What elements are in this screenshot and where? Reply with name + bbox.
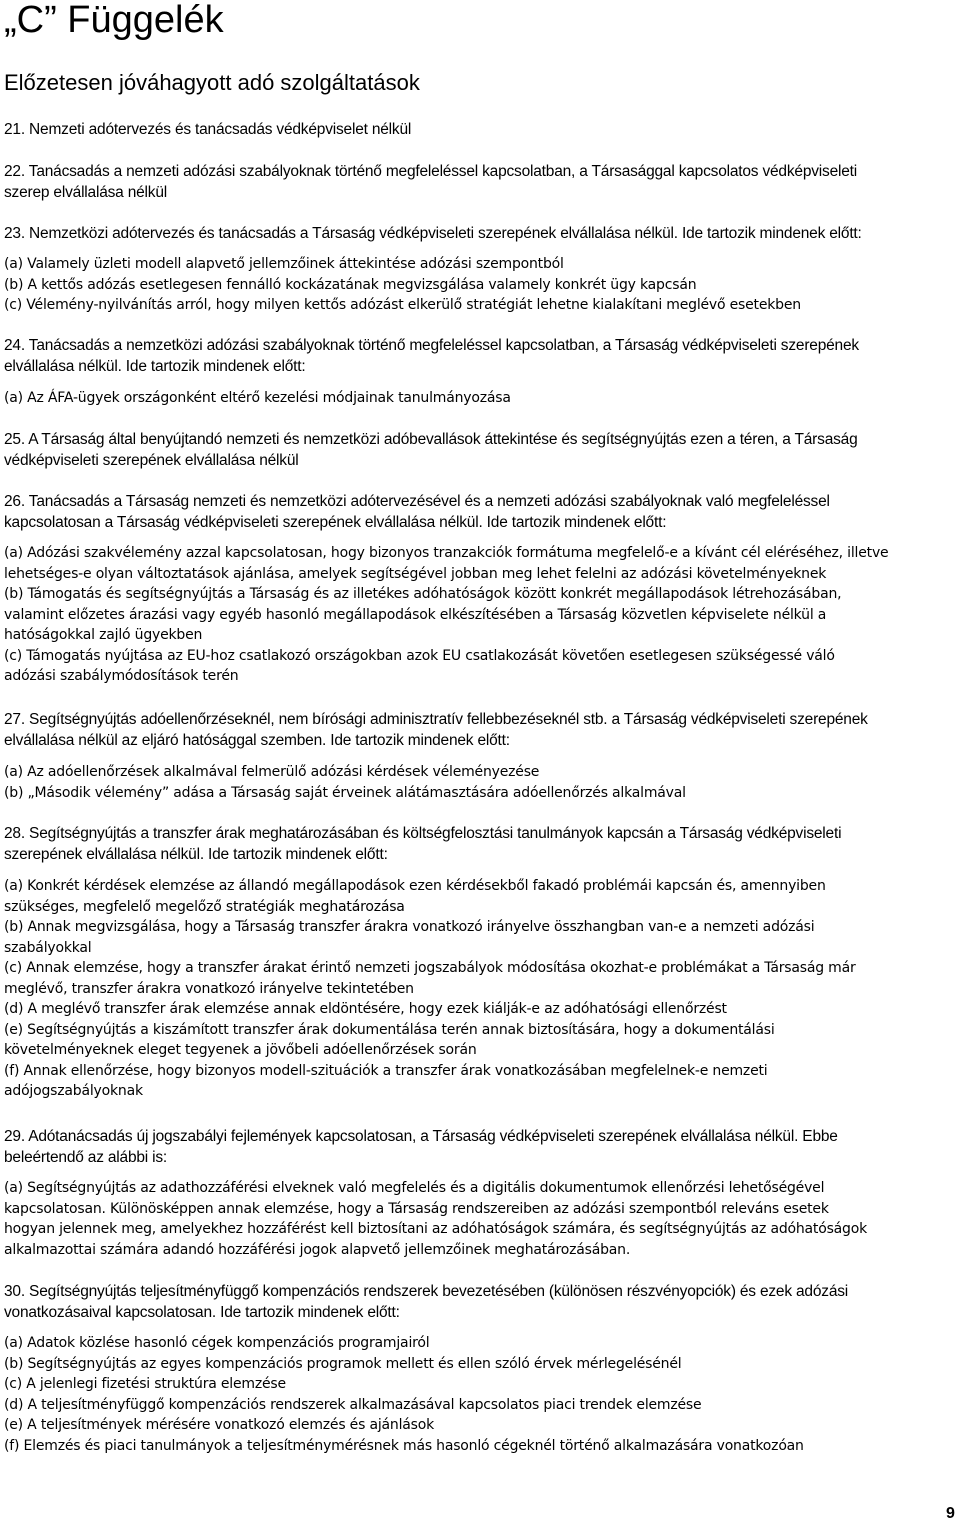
- item-23-sub-a: (a) Valamely üzleti modell alapvető jellemzőinek áttekintése adózási szempontból: [4, 256, 564, 272]
- item-24-sub-a: (a) Az ÁFA-ügyek országonként eltérő kezelési módjainak tanulmányozása: [4, 390, 511, 406]
- item-30-sub-c: (c) A jelenlegi fizetési struktúra elemzése: [4, 1376, 286, 1392]
- item-30-sub-d: (d) A teljesítményfüggő kompenzációs rendszerek alkalmazásával kapcsolatos piaci trendek elemzése: [4, 1396, 702, 1413]
- item-26-sub-b-2: valamint előzetes árazási vagy egyéb hasonló megállapodások elkészítésében a Társaság közvetlen képviselete nélkül a: [4, 606, 827, 623]
- item-28-line-2: szerepének elvállalása nélkül. Ide tartozik mindenek előtt:: [4, 845, 388, 863]
- item-28-sub-b-2: szabályokkal: [4, 939, 92, 956]
- item-23: [4, 224, 944, 245]
- item-24-line-1: 24. Tanácsadás a nemzetközi adózási szabályoknak történő megfeleléssel kapcsolatban, a Társaság védképviseleti szerepének: [4, 337, 859, 354]
- item-28-sub-d: (d) A meglévő transzfer árak elemzése annak eldöntésére, hogy ezek kiálják-e az adóhatósági ellenőrzést: [4, 1001, 727, 1017]
- page-number: 9: [946, 1505, 955, 1522]
- item-28-sub-e-2: követelményeknek eleget tegyenek a jövőbeli adóellenőrzések során: [4, 1042, 477, 1058]
- item-24-line-2: elvállalása nélkül. Ide tartozik mindenek előtt:: [4, 357, 306, 375]
- item-29-list: [4, 1178, 944, 1260]
- item-22: [4, 162, 944, 203]
- item-29-line-2: beleértendő az alábbi is:: [4, 1148, 168, 1166]
- item-29-sub-a-3: hogyan jelennek meg, amelyekhez hozzáférést kell biztosítani az adóhatóságok számára, és segítségnyújtás az adóhatóságok: [4, 1221, 868, 1237]
- item-27-sub-a: (a) Az adóellenőrzések alkalmával felmerülő adózási kérdések véleményezése: [4, 764, 540, 780]
- item-21-line-1: 21. Nemzeti adótervezés és tanácsadás védképviselet nélkül: [4, 121, 412, 138]
- item-28-sub-c-1: (c) Annak elemzése, hogy a transzfer árakat érintő nemzeti jogszabályok módosítása okozhat-e problémákat a Társaság már: [4, 960, 856, 976]
- item-28-line-1: 28. Segítségnyújtás a transzfer árak meghatározásában és költségfelosztási tanulmányok kapcsán a Társaság védképviseleti: [4, 825, 842, 842]
- item-28: [4, 824, 944, 865]
- item-23-sub-b: (b) A kettős adózás esetlegesen fennálló kockázatának megvizsgálása valamely konkrét ügy kapcsán: [4, 276, 697, 293]
- item-24-list: [4, 388, 944, 409]
- item-26-list: [4, 543, 944, 687]
- item-27-sub-b: (b) „Második vélemény” adása a Társaság saját érveinek alátámasztására adóellenőrzés alkalmával: [4, 784, 686, 801]
- item-29-sub-a-2: kapcsolatosan. Különösképpen annak elemzése, hogy a Társaság rendszereiben az adózási szempontból releváns esetek: [4, 1200, 829, 1217]
- item-30-sub-b: (b) Segítségnyújtás az egyes kompenzációs programok mellett és ellen szóló érvek mérlegelésénél: [4, 1355, 682, 1372]
- item-26-sub-c-2: adózási szabálymódosítások terén: [4, 668, 239, 684]
- item-22-line-2: szerep elvállalása nélkül: [4, 183, 168, 201]
- item-30-sub-a: (a) Adatok közlése hasonló cégek kompenzációs programjairól: [4, 1335, 430, 1351]
- item-28-sub-c-2: meglévő, transzfer árakra vonatkozó irányelve tekintetében: [4, 980, 414, 997]
- section-subtitle: Előzetesen jóváhagyott adó szolgáltatások: [4, 70, 420, 95]
- item-28-sub-f-2: adójogszabályoknak: [4, 1083, 143, 1099]
- item-26: [4, 492, 944, 533]
- item-25: [4, 430, 944, 471]
- item-30: [4, 1282, 944, 1323]
- item-28-list: [4, 876, 944, 1102]
- item-29-sub-a-4: alkalmazottai számára adandó hozzáférési jogok alapvető jellemzőinek meghatározásában.: [4, 1241, 631, 1258]
- item-29-line-1: 29. Adótanácsadás új jogszabályi fejlemények kapcsolatosan, a Társaság védképviseleti szerepének elvállalása nélkül. Ebbe: [4, 1128, 838, 1145]
- item-30-line-2: vonatkozásaival kapcsolatosan. Ide tartozik mindenek előtt:: [4, 1303, 400, 1321]
- item-29-sub-a-1: (a) Segítségnyújtás az adathozzáférési elveknek való megfelelés és a digitális dokumentumok ellenőrzési lehetőségével: [4, 1180, 825, 1196]
- item-30-line-1: 30. Segítségnyújtás teljesítményfüggő kompenzációs rendszerek bevezetésében (különösen részvényopciók) és ezek adózási: [4, 1283, 849, 1300]
- item-28-sub-a-1: (a) Konkrét kérdések elemzése az állandó megállapodások ezen kérdésekből fakadó problémái kapcsán és, amennyiben: [4, 878, 826, 894]
- item-27-list: [4, 762, 944, 803]
- item-26-line-2: kapcsolatosan a Társaság védképviseleti szerepének elvállalása nélkül. Ide tartozik mindenek előtt:: [4, 513, 667, 531]
- item-23-sub-c: (c) Vélemény-nyilvánítás arról, hogy milyen kettős adózást elkerülő stratégiát lehetne kialakítani meglévő esetekben: [4, 297, 801, 313]
- item-26-sub-b-1: (b) Támogatás és segítségnyújtás a Társaság és az illetékes adóhatóságok között konkrét megállapodások létrehozásában,: [4, 586, 842, 602]
- item-21: [4, 120, 944, 141]
- item-22-line-1: 22. Tanácsadás a nemzeti adózási szabályoknak történő megfeleléssel kapcsolatban, a Társasággal kapcsolatos védképviseleti: [4, 163, 858, 180]
- item-25-line-2: védképviseleti szerepének elvállalása nélkül: [4, 451, 299, 469]
- item-27-line-2: elvállalása nélkül az eljáró hatósággal szemben. Ide tartozik mindenek előtt:: [4, 731, 510, 749]
- item-26-line-1: 26. Tanácsadás a Társaság nemzeti és nemzetközi adótervezésével és a nemzeti adózási szabályoknak való megfeleléssel: [4, 493, 830, 510]
- item-30-sub-e: (e) A teljesítmények mérésére vonatkozó elemzés és ajánlások: [4, 1417, 434, 1433]
- item-23-heading: 23. Nemzetközi adótervezés és tanácsadás a Társaság védképviseleti szerepének elvállalása nélkül. Ide tartozik mindenek előtt:: [4, 225, 862, 242]
- item-30-sub-f: (f) Elemzés és piaci tanulmányok a teljesítménymérésnek más hasonló cégeknél történő alkalmazására vonatkozóan: [4, 1437, 804, 1454]
- item-28-sub-a-2: szükséges, megfelelő megelőző stratégiák meghatározása: [4, 898, 405, 915]
- appendix-heading: „C” Függelék: [4, 0, 224, 41]
- item-25-line-1: 25. A Társaság által benyújtandó nemzeti és nemzetközi adóbevallások áttekintése és segítségnyújtás ezen a téren, a Társaság: [4, 431, 858, 448]
- item-26-sub-a-1: (a) Adózási szakvélemény azzal kapcsolatosan, hogy bizonyos tranzakciók formátuma megfelelő-e a kívánt cél eléréséhez, illetve: [4, 545, 889, 561]
- item-26-sub-c-1: (c) Támogatás nyújtása az EU-hoz csatlakozó országokban azok EU csatlakozását követően esetlegesen szükségessé váló: [4, 647, 835, 664]
- item-26-sub-a-2: lehetséges-e olyan változtatások ajánlása, amelyek segítségével jobban meg lehet felelni az adózási követelményeknek: [4, 565, 827, 582]
- item-24: [4, 336, 944, 377]
- item-28-sub-e-1: (e) Segítségnyújtás a kiszámított transzfer árak dokumentálása terén annak biztosítására, hogy a dokumentálási: [4, 1021, 775, 1038]
- item-26-sub-b-3: hatóságokkal zajló ügyekben: [4, 627, 203, 643]
- item-28-sub-f-1: (f) Annak ellenőrzése, hogy bizonyos modell-szituációk a transzfer árak vonatkozásában megfelelnek-e nemzeti: [4, 1062, 768, 1079]
- item-28-sub-b-1: (b) Annak megvizsgálása, hogy a Társaság transzfer árakra vonatkozó irányelve összhangban van-e a nemzeti adózási: [4, 919, 815, 935]
- item-30-list: [4, 1333, 944, 1456]
- item-27-line-1: 27. Segítségnyújtás adóellenőrzéseknél, nem bírósági adminisztratív fellebbezéseknél stb. a Társaság védképviseleti szerepének: [4, 711, 868, 728]
- item-27: [4, 710, 944, 751]
- item-23-list: [4, 254, 944, 316]
- item-29: [4, 1127, 944, 1168]
